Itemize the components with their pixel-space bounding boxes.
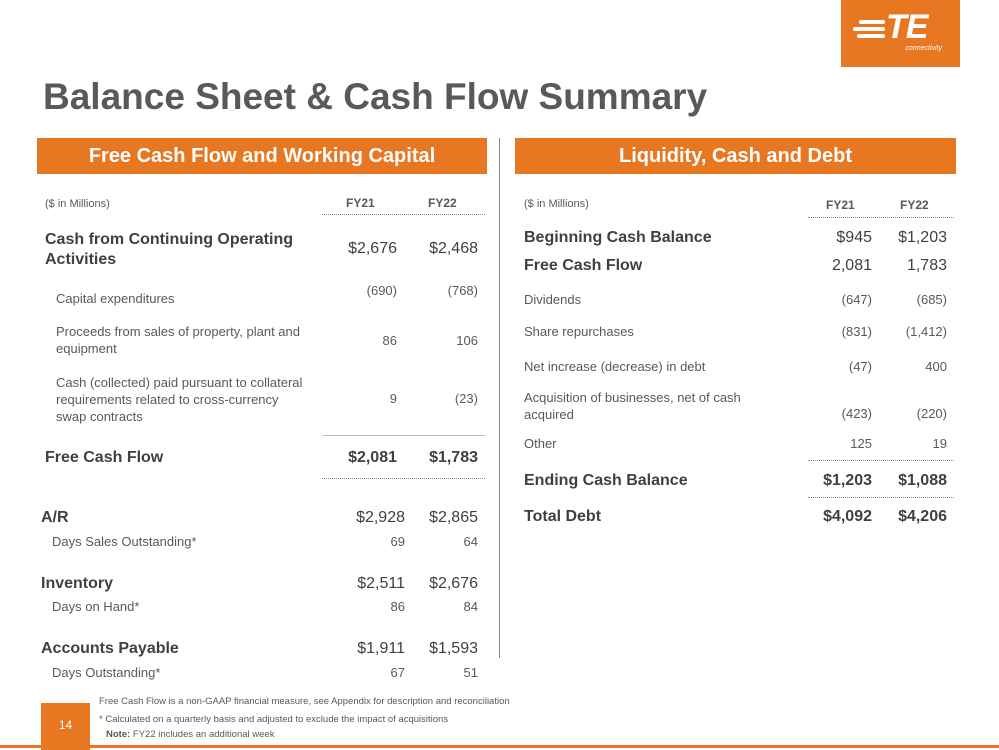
left-row-fy21: 86 xyxy=(382,333,397,348)
wc-row-fy21: $2,928 xyxy=(356,509,405,526)
page-number: 14 xyxy=(41,703,90,750)
left-total-rule xyxy=(322,478,485,479)
wc-sub-fy22: 64 xyxy=(463,534,478,549)
right-row-fy22: (220) xyxy=(916,406,947,421)
wc-row-label: A/R xyxy=(41,509,69,526)
right-row-fy22: $1,088 xyxy=(898,472,947,489)
right-row-fy22: 19 xyxy=(932,436,947,451)
wc-sub-fy22: 51 xyxy=(463,665,478,680)
right-row-fy21: (47) xyxy=(848,359,872,374)
left-section-banner: Free Cash Flow and Working Capital xyxy=(37,138,487,174)
wc-sub-label: Days Outstanding* xyxy=(52,665,161,680)
left-row-fy22: 106 xyxy=(456,333,478,348)
right-row-fy22: $4,206 xyxy=(898,508,947,525)
left-header-rule xyxy=(322,214,485,215)
right-row-label: Acquisition of businesses, net of cash acquired xyxy=(524,390,741,422)
wc-sub-fy21: 67 xyxy=(390,665,405,680)
footnote-note-text: FY22 includes an additional week xyxy=(130,729,275,740)
bottom-accent-rule xyxy=(0,745,999,748)
footnote-fcf: Free Cash Flow is a non-GAAP financial measure, see Appendix for description and reconciliation xyxy=(99,696,510,707)
right-row-label: Other xyxy=(524,436,557,451)
left-row-fy22: (23) xyxy=(454,391,478,406)
right-row-fy21: (423) xyxy=(841,406,872,421)
left-col-fy22: FY22 xyxy=(428,196,457,210)
left-col-fy21: FY21 xyxy=(346,196,375,210)
te-connectivity-logo xyxy=(841,0,960,67)
wc-sub-fy22: 84 xyxy=(463,599,478,614)
left-row-label: Capital expenditures xyxy=(56,291,175,306)
right-row-fy21: 125 xyxy=(850,436,872,451)
right-row-label: Total Debt xyxy=(524,508,602,525)
wc-row-fy22: $1,593 xyxy=(429,640,478,657)
footnote-note-label: Note: xyxy=(106,729,131,740)
left-row-fy22: $2,468 xyxy=(429,240,478,257)
right-row-fy21: 2,081 xyxy=(831,257,872,274)
right-row-label: Ending Cash Balance xyxy=(524,472,688,489)
right-col-fy22: FY22 xyxy=(900,198,929,212)
wc-row-fy22: $2,676 xyxy=(429,575,478,592)
logo-mark: TE xyxy=(886,8,928,46)
left-row-label: Proceeds from sales of property, plant and equipment xyxy=(56,324,300,356)
right-row-fy21: $1,203 xyxy=(823,472,872,489)
left-row-fy21: 9 xyxy=(389,391,397,406)
right-header-rule xyxy=(808,217,954,218)
right-row-fy22: 1,783 xyxy=(906,257,947,274)
footnote-calculated: * Calculated on a quarterly basis and adjusted to exclude the impact of acquisitions xyxy=(99,714,449,725)
right-row-label: Share repurchases xyxy=(524,324,634,339)
column-divider xyxy=(499,138,500,658)
left-row-label: Free Cash Flow xyxy=(45,449,164,466)
wc-sub-label: Days Sales Outstanding* xyxy=(52,534,197,549)
right-row-label: Dividends xyxy=(524,292,582,307)
left-row-label: Cash (collected) paid pursuant to collateral requirements related to cross-currency swap contracts xyxy=(56,375,303,424)
right-total-rule xyxy=(808,497,954,498)
right-row-fy21: $945 xyxy=(836,229,872,246)
wc-sub-fy21: 86 xyxy=(390,599,405,614)
wc-row-fy21: $1,911 xyxy=(357,640,405,657)
right-row-label: Beginning Cash Balance xyxy=(524,229,712,246)
right-row-label: Free Cash Flow xyxy=(524,257,643,274)
right-row-fy22: 400 xyxy=(925,359,947,374)
wc-row-fy22: $2,865 xyxy=(429,509,478,526)
left-row-label: Cash from Continuing Operating Activities xyxy=(45,231,293,268)
right-section-banner: Liquidity, Cash and Debt xyxy=(515,138,956,174)
left-units-label: ($ in Millions) xyxy=(45,198,110,210)
footnote-note xyxy=(106,729,274,740)
wc-sub-fy21: 69 xyxy=(390,534,405,549)
right-row-label: Net increase (decrease) in debt xyxy=(524,359,706,374)
wc-sub-label: Days on Hand* xyxy=(52,599,140,614)
right-subtotal-rule xyxy=(808,460,954,461)
page-title: Balance Sheet & Cash Flow Summary xyxy=(43,76,708,117)
right-row-fy21: $4,092 xyxy=(823,508,872,525)
left-row-fy21: $2,081 xyxy=(348,449,397,466)
left-subtotal-rule xyxy=(322,435,485,436)
wc-row-label: Accounts Payable xyxy=(41,640,179,657)
right-units-label: ($ in Millions) xyxy=(524,198,589,210)
right-row-fy22: (685) xyxy=(916,292,947,307)
right-col-fy21: FY21 xyxy=(826,198,855,212)
wc-row-fy21: $2,511 xyxy=(357,575,405,592)
wc-row-label: Inventory xyxy=(41,575,114,592)
left-row-fy22: (768) xyxy=(447,283,478,298)
left-row-fy22: $1,783 xyxy=(429,449,478,466)
left-row-fy21: (690) xyxy=(366,283,397,298)
logo-subtitle: connectivity xyxy=(905,45,942,52)
right-row-fy21: (831) xyxy=(841,324,872,339)
left-row-fy21: $2,676 xyxy=(348,240,397,257)
right-row-fy22: $1,203 xyxy=(898,229,947,246)
right-row-fy22: (1,412) xyxy=(905,324,947,339)
right-row-fy21: (647) xyxy=(841,292,872,307)
